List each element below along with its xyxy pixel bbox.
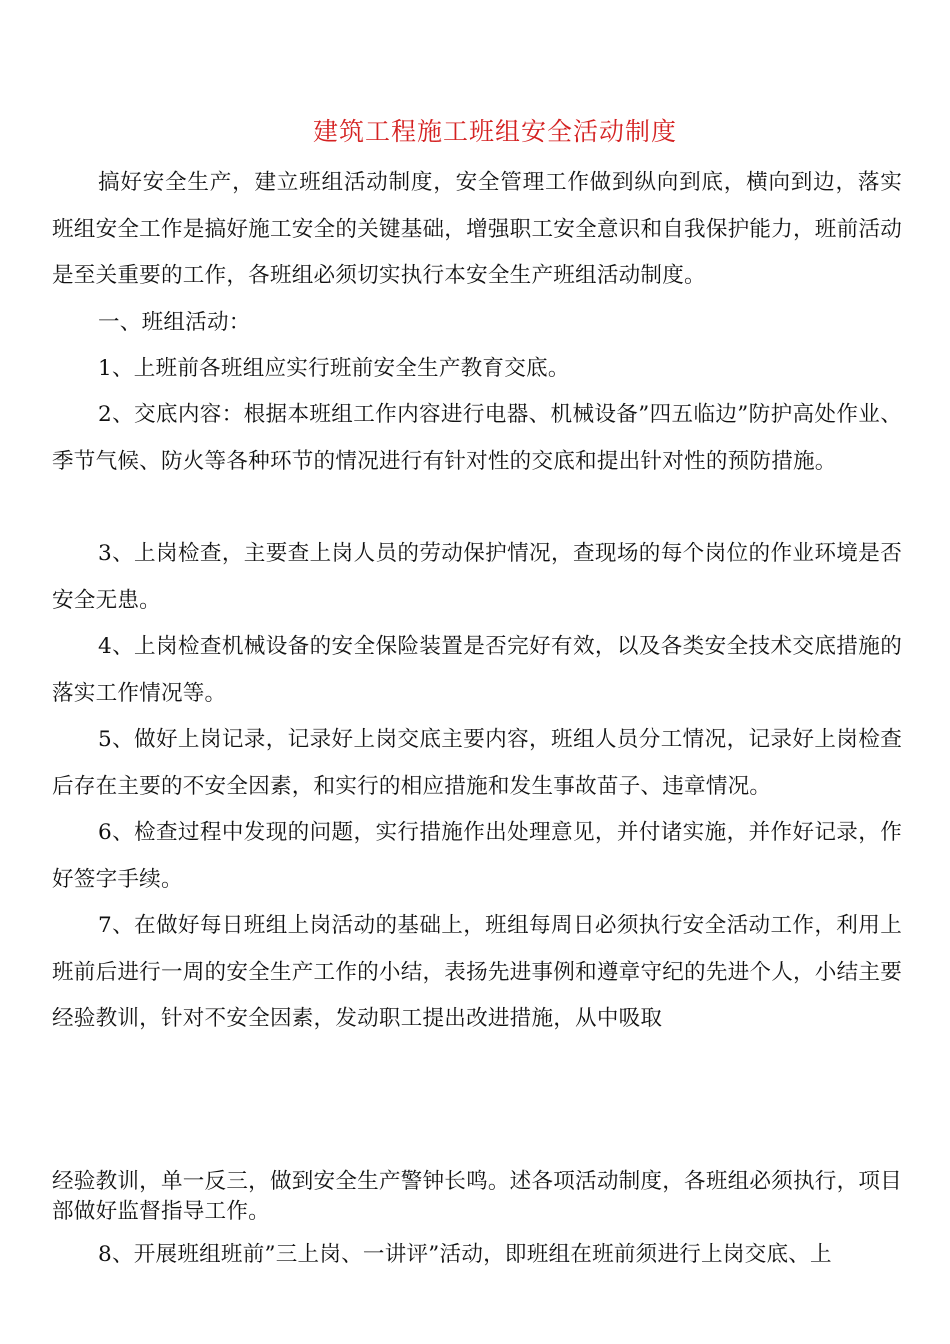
continuation-paragraph: 经验教训，单一反三，做到安全生产警钟长鸣。述各项活动制度，各班组必须执行，项目部做好监督指导工作。 [52,1169,902,1224]
list-item-3: 3、上岗检查，主要查上岗人员的劳动保护情况，查现场的每个岗位的作业环境是否安全无患。 [52,541,902,613]
list-item-1: 1、上班前各班组应实行班前安全生产教育交底。 [98,356,570,381]
list-item-5: 5、做好上岗记录，记录好上岗交底主要内容，班组人员分工情况，记录好上岗检查后存在主要的不安全因素，和实行的相应措施和发生事故苗子、违章情况。 [52,727,902,799]
list-item-7: 7、在做好每日班组上岗活动的基础上，班组每周日必须执行安全活动工作，利用上班前后进行一周的安全生产工作的小结，表扬先进事例和遵章守纪的先进个人，小结主要经验教训，针对不安全因素，发动职工提出改进措施，从中吸取 [52,913,902,1031]
intro-paragraph: 搞好安全生产，建立班组活动制度，安全管理工作做到纵向到底，横向到边，落实班组安全工作是搞好施工安全的关键基础，增强职工安全意识和自我保护能力，班前活动是至关重要的工作，各班组必须切实执行本安全生产班组活动制度。 [52,170,902,288]
list-item-8: 8、开展班组班前”三上岗、一讲评”活动，即班组在班前须进行上岗交底、上 [98,1242,832,1267]
document-title: 建筑工程施工班组安全活动制度 [312,117,677,146]
list-item-2: 2、交底内容：根据本班组工作内容进行电器、机械设备”四五临边”防护高处作业、季节气候、防火等各种环节的情况进行有针对性的交底和提出针对性的预防措施。 [52,402,902,474]
section-heading: 一、班组活动： [98,310,251,335]
list-item-4: 4、上岗检查机械设备的安全保险装置是否完好有效，以及各类安全技术交底措施的落实工作情况等。 [52,634,902,706]
list-item-6: 6、检查过程中发现的问题，实行措施作出处理意见，并付诸实施，并作好记录，作好签字手续。 [52,820,902,892]
